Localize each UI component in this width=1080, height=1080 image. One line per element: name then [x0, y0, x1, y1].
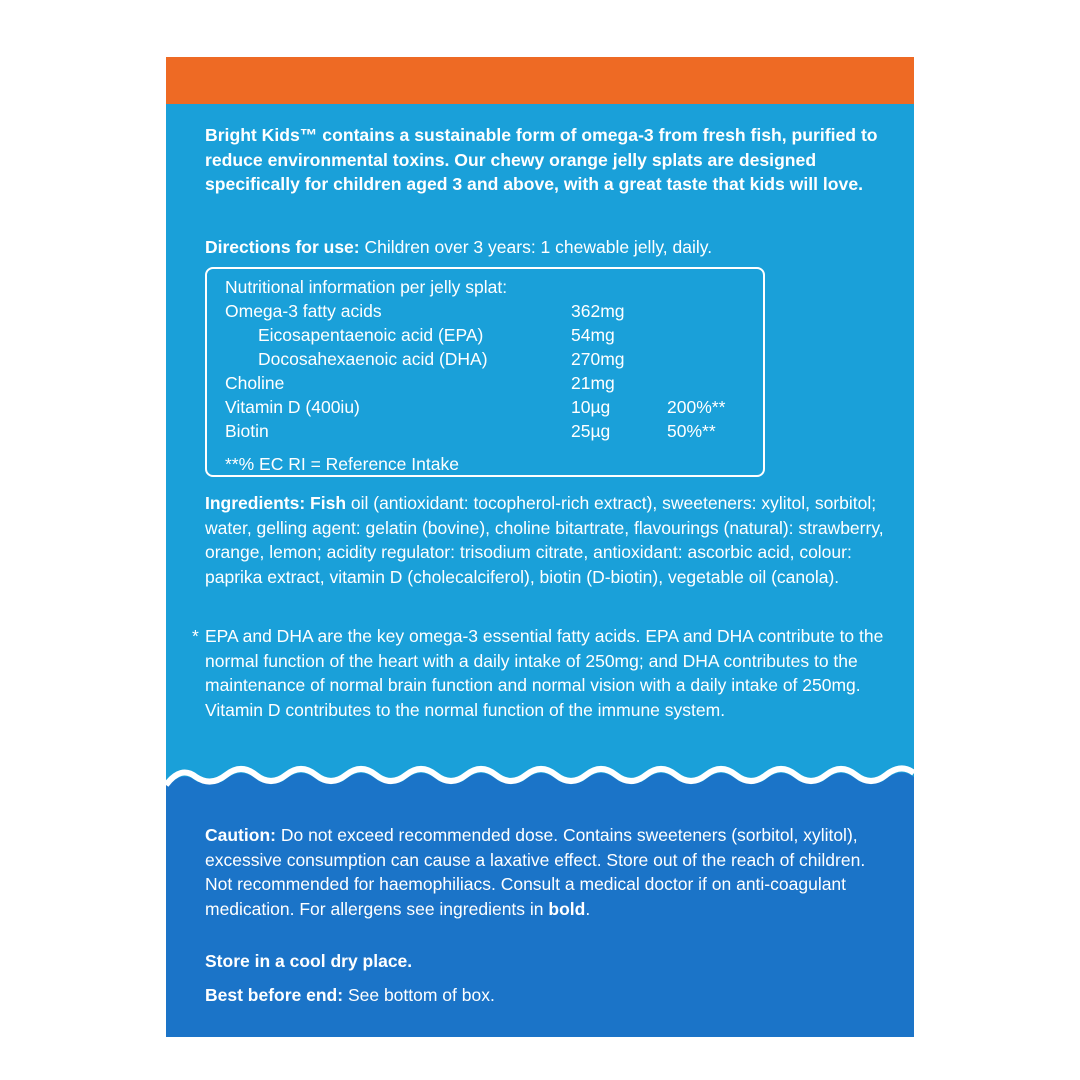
nutrient-amount: 362mg — [571, 301, 625, 321]
nutrient-amount: 21mg — [571, 373, 615, 393]
nutrient-amount: 25µg — [571, 421, 611, 441]
directions-for-use — [205, 235, 895, 260]
caution-label: Caution: — [205, 825, 276, 845]
wave-divider — [166, 757, 914, 805]
nutrient-name: Omega-3 fatty acids — [225, 301, 382, 321]
nutrition-footnote: **% EC RI = Reference Intake — [225, 454, 459, 474]
storage-instruction: Store in a cool dry place. — [205, 951, 413, 971]
ingredients-paragraph — [205, 491, 895, 589]
intro-paragraph: Bright Kids™ contains a sustainable form of omega-3 from fresh fish, purified to reduce environmental toxins. Our chewy orange jelly splats are designed specifically for children aged 3 and above, with a great taste that kids will love. — [205, 125, 878, 194]
ingredients-label: Ingredients: — [205, 493, 306, 513]
nutrient-amount: 54mg — [571, 325, 615, 345]
nutrient-name: Choline — [225, 373, 285, 393]
nutrient-name: Biotin — [225, 421, 269, 441]
nutrient-name: Docosahexaenoic acid (DHA) — [258, 349, 488, 369]
best-before — [205, 983, 495, 1008]
directions-text: Children over 3 years: 1 chewable jelly, daily. — [359, 237, 713, 257]
best-before-label: Best before end: — [205, 985, 344, 1005]
allergen-highlight: Fish — [310, 493, 347, 513]
nutrient-name: Vitamin D (400iu) — [225, 397, 360, 417]
caution-text: Do not exceed recommended dose. Contains sweeteners (sorbitol, xylitol), excessive consumption can cause a laxative effect. Store out of the reach of children. Not recommended for haemophiliacs. Consult a medical doctor if on anti-coagulant medication. For allergens see ingredients in — [205, 825, 866, 919]
caution-paragraph — [205, 823, 895, 921]
nutrient-name: Eicosapentaenoic acid (EPA) — [258, 325, 484, 345]
label-panel — [166, 57, 914, 1037]
ingredients-text: oil (antioxidant: tocopherol-rich extract), sweeteners: xylitol, sorbitol; water, gelling agent: gelatin (bovine), choline bitartrate, flavourings (natural): strawberry, orange, lemon; acidity regulator: trisodium citrate, antioxidant: ascorbic acid, colour: paprika extract, vitamin D (cholecalciferol), biotin (D-biotin), vegetable oil (canola). — [205, 493, 884, 587]
orange-top-band — [166, 57, 914, 104]
directions-label: Directions for use: — [205, 237, 360, 257]
caution-bold-word: bold — [548, 898, 586, 919]
caution-end: . — [585, 898, 591, 919]
nutrient-ri-percent: 50%** — [667, 421, 716, 441]
nutrient-ri-percent: 200%** — [667, 397, 726, 417]
best-before-text: See bottom of box. — [343, 985, 495, 1005]
nutrition-heading: Nutritional information per jelly splat: — [225, 277, 508, 297]
health-claims-paragraph: EPA and DHA are the key omega-3 essential fatty acids. EPA and DHA contribute to the normal function of the heart with a daily intake of 250mg; and DHA contributes to the maintenance of normal brain function and normal vision with a daily intake of 250mg. Vitamin D contributes to the normal function of the immune system. — [205, 626, 884, 720]
claims-asterisk: * — [192, 626, 199, 646]
nutrition-table — [205, 267, 765, 477]
nutrient-amount: 270mg — [571, 349, 625, 369]
nutrient-amount: 10µg — [571, 397, 611, 417]
